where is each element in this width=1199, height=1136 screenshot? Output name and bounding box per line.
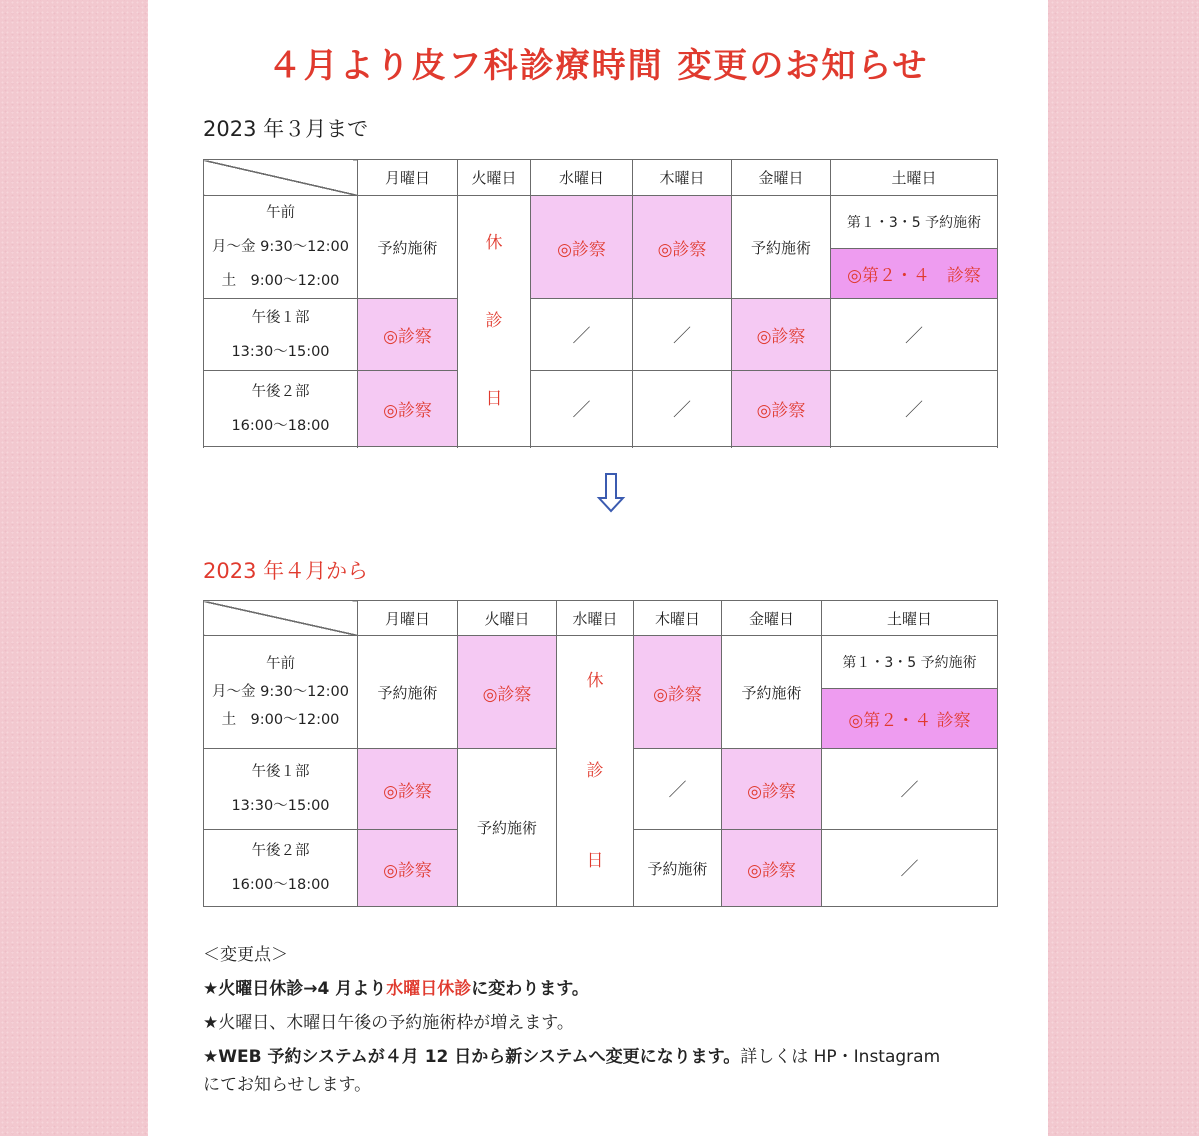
pm1-hours: 13:30〜15:00 [231, 798, 330, 814]
cell-pm1-mon: ◎診察 [358, 749, 458, 830]
row-head-pm1 [204, 749, 358, 830]
notice-paper [148, 0, 1048, 1136]
cell-pm2-thu: 予約施術 [634, 830, 722, 907]
am-label: 午前 [266, 205, 295, 221]
row-head-am [204, 636, 358, 749]
note-3 [203, 1043, 1033, 1099]
closed-char-2: 診 [586, 761, 604, 781]
cell-pm2-mon: ◎診察 [358, 371, 458, 447]
note-2: ★火曜日、木曜日午後の予約施術枠が増えます。 [203, 1013, 574, 1033]
pm1-hours: 13:30〜15:00 [231, 343, 330, 360]
cell-pm-tue: 予約施術 [458, 749, 557, 907]
day-header-sat: 土曜日 [822, 601, 998, 636]
day-header-fri: 金曜日 [732, 160, 831, 196]
cell-am-wed: ◎診察 [531, 196, 633, 299]
down-arrow-icon [596, 472, 626, 514]
cell-pm1-thu: ／ [633, 299, 732, 371]
day-header-thu: 木曜日 [634, 601, 722, 636]
note-1-post: に変わります。 [471, 979, 589, 999]
day-header-mon: 月曜日 [358, 601, 458, 636]
am-label: 午前 [266, 656, 295, 672]
day-header-tue: 火曜日 [458, 160, 531, 196]
pm2-hours: 16:00〜18:00 [231, 877, 330, 893]
notes-heading: ＜変更点＞ [203, 945, 288, 965]
day-header-wed: 水曜日 [557, 601, 634, 636]
cell-pm1-sat: ／ [822, 749, 998, 830]
row-head-pm1 [204, 299, 358, 371]
after-heading: 2023 年４月から [203, 559, 369, 583]
day-header-fri: 金曜日 [722, 601, 822, 636]
closed-char-1: 休 [586, 671, 604, 691]
cell-tue-closed [458, 196, 531, 447]
note-3-bold: ★WEB 予約システムが４月 12 日から新システムへ変更になります。 [203, 1047, 741, 1067]
cell-am-mon: 予約施術 [358, 196, 458, 299]
day-header-sat: 土曜日 [831, 160, 998, 196]
cell-am-thu: ◎診察 [633, 196, 732, 299]
closed-char-2: 診 [485, 311, 503, 331]
row-head-pm2 [204, 371, 358, 447]
day-header-thu: 木曜日 [633, 160, 732, 196]
pm2-hours: 16:00〜18:00 [231, 417, 330, 434]
cell-pm1-sat: ／ [831, 299, 998, 371]
change-notes [203, 938, 1033, 1099]
am-saturday-hours: 土 9:00〜12:00 [221, 712, 340, 728]
closed-char-3: 日 [586, 851, 604, 871]
cell-am-fri: 予約施術 [732, 196, 831, 299]
day-header-tue: 火曜日 [458, 601, 557, 636]
note-1-highlight: 水曜日休診 [386, 979, 472, 999]
cell-am-sat-top: 第１・3・5 予約施術 [831, 196, 998, 249]
corner-cell [204, 160, 358, 196]
cell-am-sat-bottom: ◎第２・４ 診察 [831, 248, 998, 299]
schedule-table-after [203, 600, 998, 907]
corner-cell [204, 601, 358, 636]
cell-pm2-fri: ◎診察 [722, 830, 822, 907]
note-1 [203, 972, 1033, 1006]
pm1-label: 午後１部 [251, 309, 310, 326]
cell-pm2-fri: ◎診察 [732, 371, 831, 447]
cell-pm2-thu: ／ [633, 371, 732, 447]
notice-title: ４月より皮フ科診療時間 変更のお知らせ [267, 46, 929, 86]
cell-pm2-mon: ◎診察 [358, 830, 458, 907]
closed-char-1: 休 [485, 233, 503, 253]
cell-am-fri: 予約施術 [722, 636, 822, 749]
cell-am-mon: 予約施術 [358, 636, 458, 749]
note-1-pre: ★火曜日休診→4 月より [203, 979, 387, 999]
cell-pm1-fri: ◎診察 [722, 749, 822, 830]
day-header-mon: 月曜日 [358, 160, 458, 196]
closed-char-3: 日 [485, 389, 503, 409]
am-weekday-hours: 月〜金 9:30〜12:00 [212, 684, 349, 700]
pm1-label: 午後１部 [251, 764, 310, 780]
cell-pm1-wed: ／ [531, 299, 633, 371]
cell-am-sat-top: 第１・3・5 予約施術 [822, 636, 998, 689]
cell-pm1-fri: ◎診察 [732, 299, 831, 371]
pm2-label: 午後２部 [251, 843, 310, 859]
schedule-table-before [203, 159, 998, 447]
pm2-label: 午後２部 [251, 383, 310, 400]
cell-am-tue: ◎診察 [458, 636, 557, 749]
row-head-pm2 [204, 830, 358, 907]
am-weekday-hours: 月〜金 9:30〜12:00 [212, 239, 349, 255]
cell-pm1-thu: ／ [634, 749, 722, 830]
note-3-rest: 詳しくは HP・Instagram [740, 1047, 941, 1067]
day-header-wed: 水曜日 [531, 160, 633, 196]
row-head-am [204, 196, 358, 299]
cell-pm2-wed: ／ [531, 371, 633, 447]
note-3-line2: にてお知らせします。 [203, 1075, 372, 1095]
cell-pm2-sat: ／ [822, 830, 998, 907]
before-heading: 2023 年３月まで [203, 117, 369, 141]
cell-pm2-sat: ／ [831, 371, 998, 447]
cell-am-sat-bottom: ◎第２・４ 診察 [822, 689, 998, 749]
cell-pm1-mon: ◎診察 [358, 299, 458, 371]
cell-wed-closed [557, 636, 634, 907]
cell-am-thu: ◎診察 [634, 636, 722, 749]
am-saturday-hours: 土 9:00〜12:00 [221, 273, 340, 289]
